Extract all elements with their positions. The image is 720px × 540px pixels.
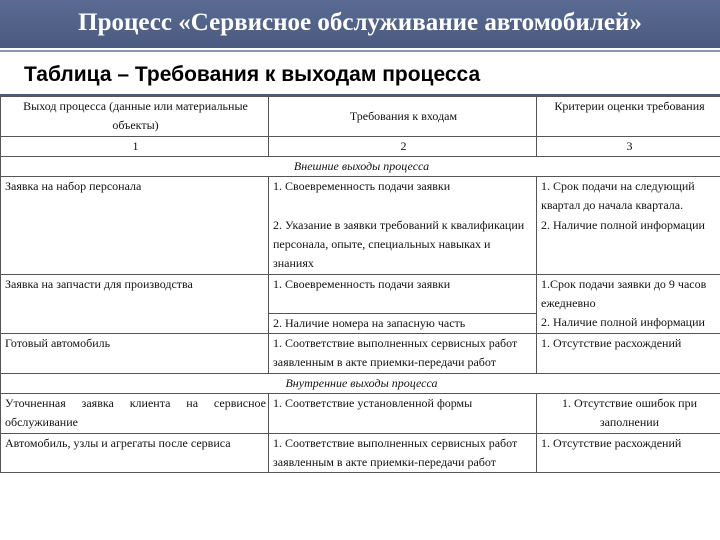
- slide-title: Процесс «Сервисное обслуживание автомобилей»: [78, 9, 642, 36]
- table-row: [1, 433, 720, 473]
- criteria-cell: 1. Отсутствие расхождений: [537, 334, 720, 374]
- header-requirements: Требования к входам: [269, 97, 537, 137]
- table-row: [1, 393, 720, 433]
- requirement-cell: 2. Указание в заявки требований к квалификации персонала, опыте, специальных навыках и знаниях: [269, 216, 537, 274]
- table-header-row: [1, 97, 720, 137]
- table-row: [1, 274, 720, 313]
- requirement-cell: 2. Наличие номера на запасную часть: [269, 313, 537, 333]
- output-cell: Готовый автомобиль: [1, 334, 269, 374]
- criteria-cell: 1. Отсутствие расхождений: [537, 433, 720, 473]
- criteria-cell: 1.Срок подачи заявки до 9 часов ежедневно: [537, 274, 720, 313]
- column-number-2: 2: [269, 136, 537, 156]
- table-row: [1, 177, 720, 216]
- output-cell: Уточненная заявка клиента на сервисное обслуживание: [1, 393, 269, 433]
- column-number-1: 1: [1, 136, 269, 156]
- column-number-3: 3: [537, 136, 720, 156]
- requirement-cell: 1. Своевременность подачи заявки: [269, 274, 537, 313]
- requirement-cell: 1. Своевременность подачи заявки: [269, 177, 537, 216]
- column-number-row: [1, 136, 720, 156]
- header-output: Выход процесса (данные или материальные объекты): [1, 97, 269, 137]
- table-row: [1, 334, 720, 374]
- criteria-cell: 2. Наличие полной информации: [537, 216, 720, 274]
- output-cell: Автомобиль, узлы и агрегаты после сервиса: [1, 433, 269, 473]
- criteria-cell: 1. Срок подачи на следующий квартал до начала квартала.: [537, 177, 720, 216]
- criteria-cell: 1. Отсутствие ошибок при заполнении: [537, 393, 720, 433]
- requirement-cell: 1. Соответствие выполненных сервисных работ заявленным в акте приемки-передачи работ: [269, 433, 537, 473]
- requirement-cell: 1. Соответствие выполненных сервисных работ заявленным в акте приемки-передачи работ: [269, 334, 537, 374]
- title-divider: [0, 50, 720, 52]
- table-caption: Таблица – Требования к выходам процесса: [24, 63, 481, 86]
- requirements-table: [0, 96, 720, 473]
- section-internal: Внутренние выходы процесса: [1, 373, 720, 393]
- requirement-cell: 1. Соответствие установленной формы: [269, 393, 537, 433]
- output-cell: Заявка на запчасти для производства: [1, 274, 269, 333]
- header-criteria: Критерии оценки требования: [537, 97, 720, 137]
- section-row-external: [1, 156, 720, 176]
- criteria-cell: 2. Наличие полной информации: [537, 313, 720, 333]
- section-external: Внешние выходы процесса: [1, 156, 720, 176]
- output-cell: Заявка на набор персонала: [1, 177, 269, 274]
- section-row-internal: [1, 373, 720, 393]
